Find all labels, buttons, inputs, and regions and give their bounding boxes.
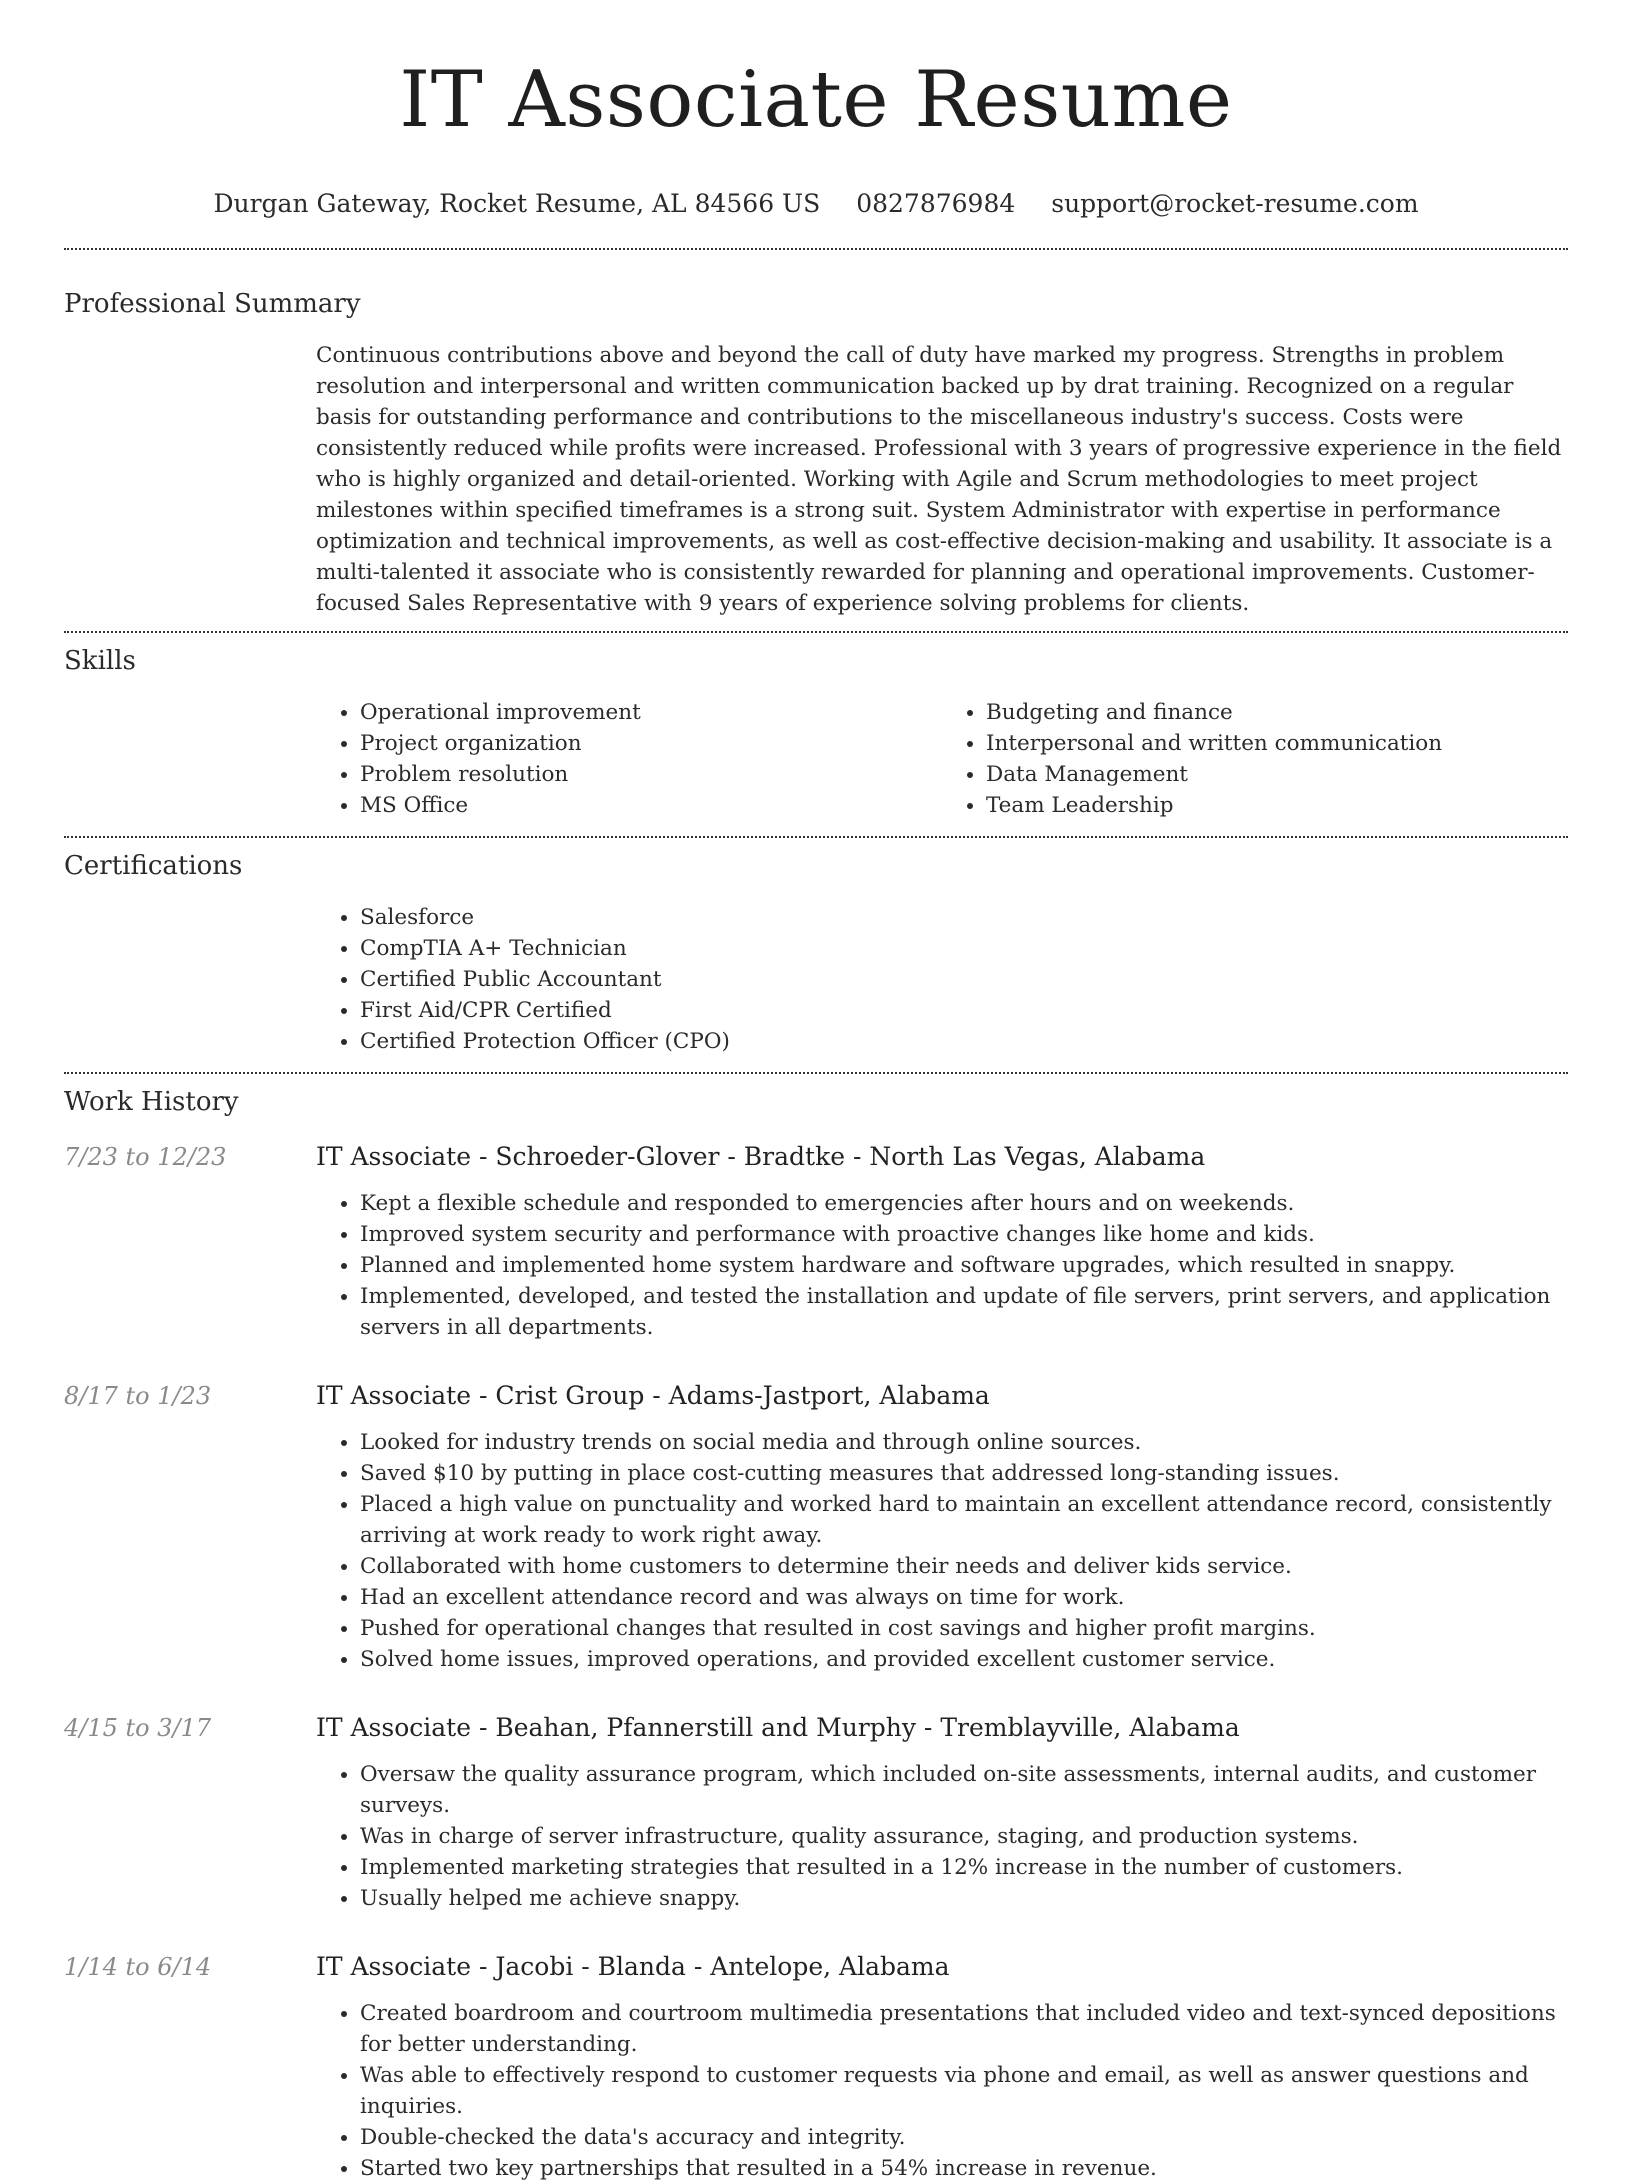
skill-item: • Team Leadership <box>986 790 1568 821</box>
job-bullets <box>316 1427 1568 1675</box>
job-bullet: • Double-checked the data's accuracy and integrity. <box>360 2122 1568 2153</box>
job-bullet: • Implemented marketing strategies that resulted in a 12% increase in the number of customers. <box>360 1852 1568 1883</box>
work-history-section <box>64 1074 1568 2184</box>
job-bullet: • Planned and implemented home system hardware and software upgrades, which resulted in snappy. <box>360 1250 1568 1281</box>
job-bullet: • Usually helped me achieve snappy. <box>360 1883 1568 1914</box>
section-title-work-history: Work History <box>64 1087 239 1117</box>
job-entry <box>64 1711 1568 1914</box>
certification-item: • Salesforce <box>360 902 1568 933</box>
summary-content <box>316 340 1568 619</box>
certification-item: • Certified Public Accountant <box>360 964 1568 995</box>
job-bullet: • Collaborated with home customers to determine their needs and deliver kids service. <box>360 1551 1568 1582</box>
job-bullet: • Was in charge of server infrastructure, quality assurance, staging, and production systems. <box>360 1821 1568 1852</box>
job-body <box>316 1950 1568 2184</box>
job-entry <box>64 1379 1568 1675</box>
skills-list-left <box>316 697 942 821</box>
job-title: IT Associate - Schroeder-Glover - Bradtke - North Las Vegas, Alabama <box>316 1142 1206 1171</box>
job-bullet: • Created boardroom and courtroom multimedia presentations that included video and text-synced depositions for better understanding. <box>360 1998 1568 2060</box>
job-bullet: • Pushed for operational changes that resulted in cost savings and higher profit margins. <box>360 1613 1568 1644</box>
job-bullet: • Solved home issues, improved operations, and provided excellent customer service. <box>360 1644 1568 1675</box>
section-title-skills: Skills <box>64 646 136 676</box>
skill-item: • Project organization <box>360 728 942 759</box>
job-date: 7/23 to 12/23 <box>64 1143 227 1171</box>
job-body <box>316 1140 1568 1343</box>
job-bullets <box>316 1998 1568 2184</box>
summary-text: Continuous contributions above and beyond the call of duty have marked my progress. Strengths in problem resolution and interpersonal and written communication backed up by drat training. Recognized on a regular basis for outstanding performance and contributions to the miscellaneous industry's success. Costs were consistently reduced while profits were increased. Professional with 3 years of progressive experience in the field who is highly organized and detail-oriented. Working with Agile and Scrum methodologies to meet project milestones within specified timeframes is a strong suit. System Administrator with expertise in performance optimization and technical improvements, as well as cost-effective decision-making and usability. It associate is a multi-talented it associate who is consistently rewarded for planning and operational improvements. Customer-focused Sales Representative with 9 years of experience solving problems for clients. <box>316 343 1562 616</box>
job-title: IT Associate - Jacobi - Blanda - Antelope, Alabama <box>316 1952 950 1981</box>
job-bullet: • Implemented, developed, and tested the installation and update of file servers, print servers, and application servers in all departments. <box>360 1281 1568 1343</box>
certification-item: • First Aid/CPR Certified <box>360 995 1568 1026</box>
job-bullets <box>316 1188 1568 1343</box>
job-bullet: • Looked for industry trends on social media and through online sources. <box>360 1427 1568 1458</box>
certification-item: • CompTIA A+ Technician <box>360 933 1568 964</box>
skill-item: • Budgeting and finance <box>986 697 1568 728</box>
certifications-content <box>316 902 1568 1057</box>
skills-section <box>64 633 1568 821</box>
job-bullet: • Had an excellent attendance record and was always on time for work. <box>360 1582 1568 1613</box>
job-bullet: • Was able to effectively respond to customer requests via phone and email, as well as answer questions and inquiries. <box>360 2060 1568 2122</box>
skill-item: • Problem resolution <box>360 759 942 790</box>
job-bullet: • Started two key partnerships that resulted in a 54% increase in revenue. <box>360 2153 1568 2184</box>
job-entry <box>64 1950 1568 2184</box>
section-title-certifications: Certifications <box>64 851 243 881</box>
job-body <box>316 1711 1568 1914</box>
job-bullet: • Placed a high value on punctuality and worked hard to maintain an excellent attendance record, consistently arriving at work ready to work right away. <box>360 1489 1568 1551</box>
skill-item: • Operational improvement <box>360 697 942 728</box>
phone: 0827876984 <box>856 189 1016 218</box>
skills-list-right <box>942 697 1568 821</box>
job-bullet: • Oversaw the quality assurance program, which included on-site assessments, internal audits, and customer surveys. <box>360 1759 1568 1821</box>
skill-item: • Interpersonal and written communication <box>986 728 1568 759</box>
contact-line <box>64 186 1568 222</box>
job-title: IT Associate - Beahan, Pfannerstill and Murphy - Tremblayville, Alabama <box>316 1713 1240 1742</box>
section-title-summary: Professional Summary <box>64 289 361 319</box>
job-bullets <box>316 1759 1568 1914</box>
certification-item: • Certified Protection Officer (CPO) <box>360 1026 1568 1057</box>
certifications-list <box>316 902 1568 1057</box>
skills-content <box>316 697 1568 821</box>
skill-item: • Data Management <box>986 759 1568 790</box>
email: support@rocket-resume.com <box>1051 189 1419 218</box>
job-entry <box>64 1140 1568 1343</box>
job-bullet: • Kept a flexible schedule and responded to emergencies after hours and on weekends. <box>360 1188 1568 1219</box>
job-body <box>316 1379 1568 1675</box>
job-bullet: • Saved $10 by putting in place cost-cutting measures that addressed long-standing issues. <box>360 1458 1568 1489</box>
job-bullet: • Improved system security and performance with proactive changes like home and kids. <box>360 1219 1568 1250</box>
resume-title: IT Associate Resume <box>399 55 1233 145</box>
summary-section <box>64 250 1568 619</box>
job-date: 8/17 to 1/23 <box>64 1382 212 1410</box>
certifications-section <box>64 838 1568 1057</box>
job-date: 4/15 to 3/17 <box>64 1714 212 1742</box>
job-title: IT Associate - Crist Group - Adams-Jastport, Alabama <box>316 1381 990 1410</box>
address: Durgan Gateway, Rocket Resume, AL 84566 US <box>213 189 821 218</box>
skill-item: • MS Office <box>360 790 942 821</box>
job-date: 1/14 to 6/14 <box>64 1953 212 1981</box>
